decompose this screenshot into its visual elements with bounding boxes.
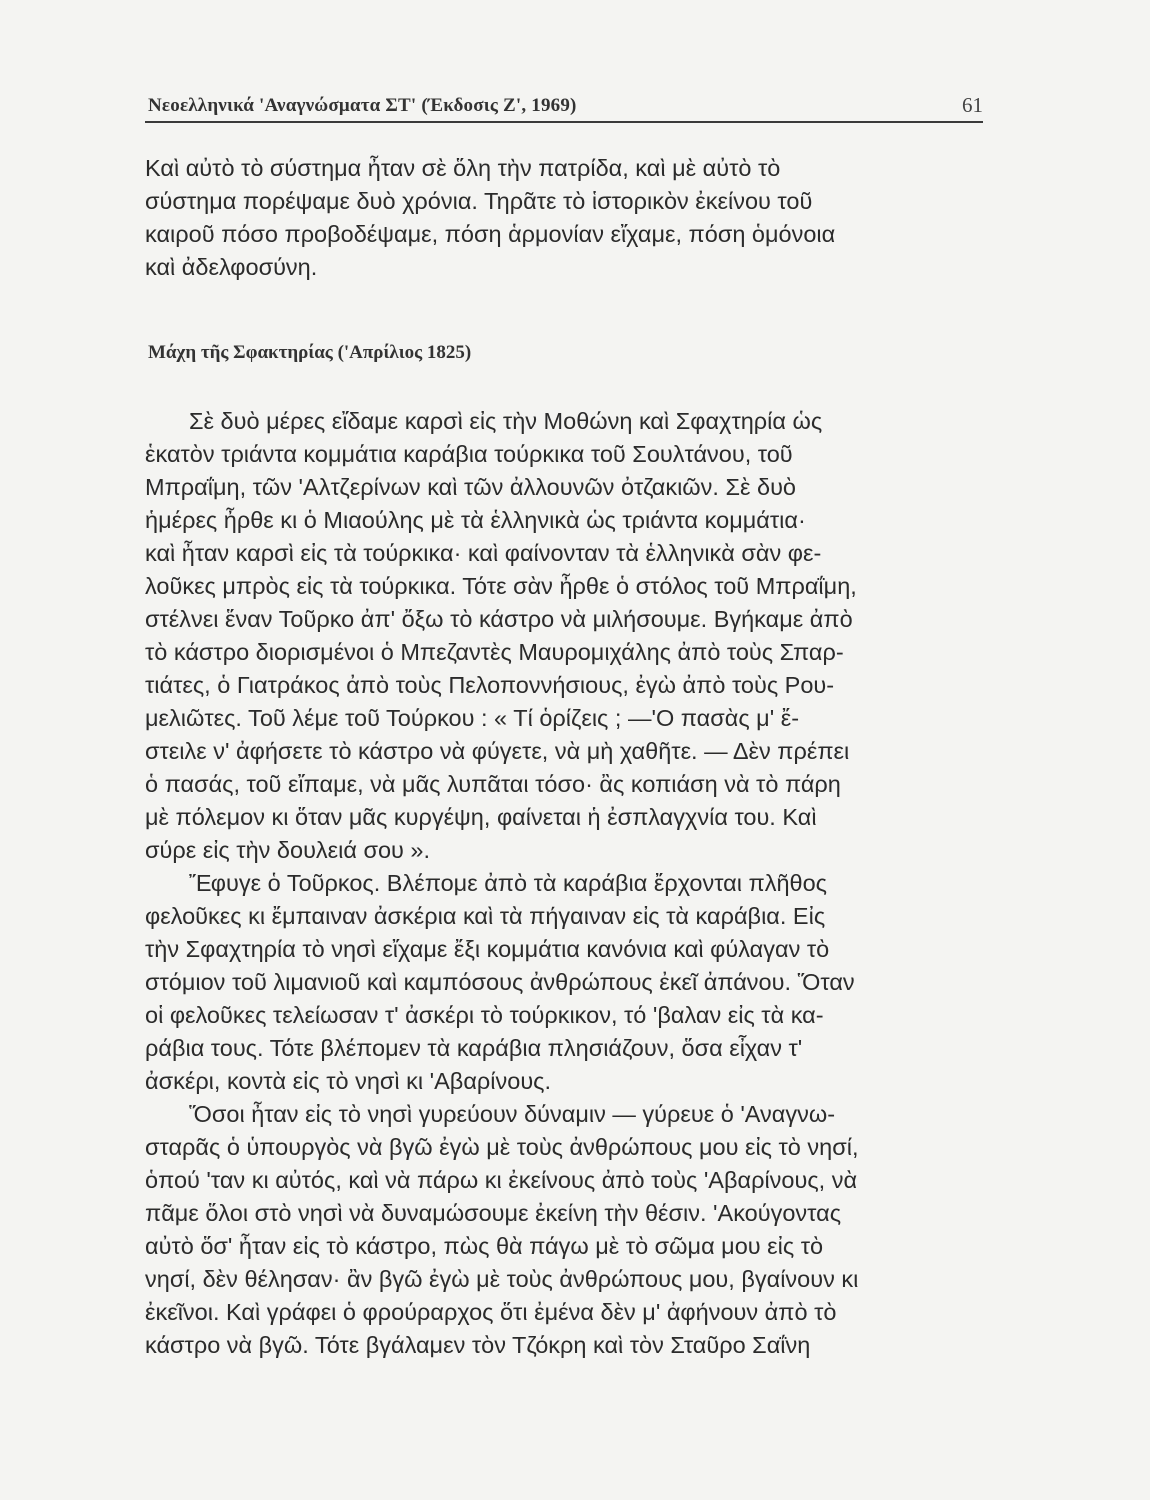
text-line: σύστημα πορέψαμε δυὸ χρόνια. Τηρᾶτε τὸ ἱστορικὸν ἐκείνου τοῦ — [145, 188, 813, 214]
text-line: στέλνει ἕναν Τοῦρκο ἀπ' ὄξω τὸ κάστρο νὰ μιλήσουμε. Βγήκαμε ἀπὸ — [145, 606, 853, 632]
text-line: νησί, δὲν θέλησαν· ἂν βγῶ ἐγὼ μὲ τοὺς ἀνθρώπους μου, βγαίνουν κι — [145, 1266, 859, 1292]
text-line: Σὲ δυὸ μέρες εἴδαμε καρσὶ εἰς τὴν Μοθώνη καὶ Σφαχτηρία ὡς — [189, 408, 823, 434]
text-line: Ὅσοι ἦταν εἰς τὸ νησὶ γυρεύουν δύναμιν — γύρευε ὁ 'Αναγνω- — [189, 1101, 836, 1127]
text-line: σταρᾶς ὁ ὑπουργὸς νὰ βγῶ ἐγὼ μὲ τοὺς ἀνθρώπους μου εἰς τὸ νησί, — [145, 1134, 859, 1160]
text-line: Καὶ αὐτὸ τὸ σύστημα ἦταν σὲ ὅλη τὴν πατρίδα, καὶ μὲ αὐτὸ τὸ — [145, 155, 781, 181]
text-line: φελοῦκες κι ἔμπαιναν ἀσκέρια καὶ τὰ πήγαιναν εἰς τὰ καράβια. Εἰς — [145, 903, 826, 929]
text-line: στειλε ν' ἀφήσετε τὸ κάστρο νὰ φύγετε, νὰ μὴ χαθῆτε. — Δὲν πρέπει — [145, 738, 850, 764]
text-line: οἱ φελοῦκες τελείωσαν τ' ἀσκέρι τὸ τούρκικον, τό 'βαλαν εἰς τὰ κα- — [145, 1002, 824, 1028]
text-line: πᾶμε ὅλοι στὸ νησὶ νὰ δυναμώσουμε ἐκείνη τὴν θέσιν. 'Ακούγοντας — [145, 1200, 842, 1226]
text-line: Μπραΐμη, τῶν 'Αλτζερίνων καὶ τῶν ἀλλουνῶν ὀτζακιῶν. Σὲ δυὸ — [145, 474, 797, 500]
text-line: αὐτὸ ὅσ' ἦταν εἰς τὸ κάστρο, πὼς θὰ πάγω μὲ τὸ σῶμα μου εἰς τὸ — [145, 1233, 824, 1259]
section-body — [145, 405, 990, 1362]
text-line: ἑκατὸν τριάντα κομμάτια καράβια τούρκικα τοῦ Σουλτάνου, τοῦ — [145, 441, 793, 467]
text-line: ὁπού 'ταν κι αὐτός, καὶ νὰ πάρω κι ἐκείνους ἀπὸ τοὺς 'Αβαρίνους, νὰ — [145, 1167, 858, 1193]
text-line: τιάτες, ὁ Γιατράκος ἀπὸ τοὺς Πελοποννήσιους, ἐγὼ ἀπὸ τοὺς Ρου- — [145, 672, 835, 698]
text-line: ράβια τους. Τότε βλέπομεν τὰ καράβια πλησιάζουν, ὅσα εἶχαν τ' — [145, 1035, 803, 1061]
book-page — [145, 0, 990, 1500]
text-line: στόμιον τοῦ λιμανιοῦ καὶ καμπόσους ἀνθρώπους ἐκεῖ ἀπάνου. Ὅταν — [145, 969, 855, 995]
text-line: μελιῶτες. Τοῦ λέμε τοῦ Τούρκου : « Τί ὁρίζεις ; —'Ο πασὰς μ' ἔ- — [145, 705, 800, 731]
text-line: λοῦκες μπρὸς εἰς τὰ τούρκικα. Τότε σὰν ἦρθε ὁ στόλος τοῦ Μπραΐμη, — [145, 573, 857, 599]
page-header — [145, 93, 983, 123]
text-line: σύρε εἰς τὴν δουλειά σου ». — [145, 837, 431, 863]
text-line: ἐκεῖνοι. Καὶ γράφει ὁ φρούραρχος ὅτι ἐμένα δὲν μ' ἀφήνουν ἀπὸ τὸ — [145, 1299, 837, 1325]
running-head: Νεοελληνικά 'Αναγνώσματα ΣΤ' (Έκδοσις Ζ', 1969) — [148, 95, 577, 116]
text-line: καὶ ἀδελφοσύνη. — [145, 254, 318, 280]
text-line: τὴν Σφαχτηρία τὸ νησὶ εἴχαμε ἔξι κομμάτια κανόνια καὶ φύλαγαν τὸ — [145, 936, 830, 962]
text-line: καιροῦ πόσο προβοδέψαμε, πόση ἁρμονίαν εἴχαμε, πόση ὁμόνοια — [145, 221, 836, 247]
text-line: μὲ πόλεμον κι ὅταν μᾶς κυργέψη, φαίνεται ἡ ἐσπλαγχνία του. Καὶ — [145, 804, 817, 830]
text-line: κάστρο νὰ βγῶ. Τότε βγάλαμεν τὸν Τζόκρη καὶ τὸν Σταῦρο Σαΐνη — [145, 1332, 811, 1358]
text-line: ἀσκέρι, κοντὰ εἰς τὸ νησὶ κι 'Αβαρίνους. — [145, 1068, 552, 1094]
text-line: τὸ κάστρο διορισμένοι ὁ Μπεζαντὲς Μαυρομιχάλης ἀπὸ τοὺς Σπαρ- — [145, 639, 844, 665]
text-line: καὶ ἦταν καρσὶ εἰς τὰ τούρκικα· καὶ φαίνονταν τὰ ἑλληνικὰ σὰν φε- — [145, 540, 822, 566]
text-line: Ἔφυγε ὁ Τοῦρκος. Βλέπομε ἀπὸ τὰ καράβια ἔρχονται πλῆθος — [189, 870, 827, 896]
page-number: 61 — [962, 93, 983, 117]
text-line: ὁ πασάς, τοῦ εἴπαμε, νὰ μᾶς λυπᾶται τόσο· ἂς κοπιάση νὰ τὸ πάρη — [145, 771, 841, 797]
section-title: Μάχη τῆς Σφακτηρίας ('Απρίλιος 1825) — [148, 342, 472, 363]
text-line: ἡμέρες ἦρθε κι ὁ Μιαούλης μὲ τὰ ἑλληνικὰ ὡς τριάντα κομμάτια· — [145, 507, 806, 533]
intro-paragraph — [145, 152, 990, 284]
